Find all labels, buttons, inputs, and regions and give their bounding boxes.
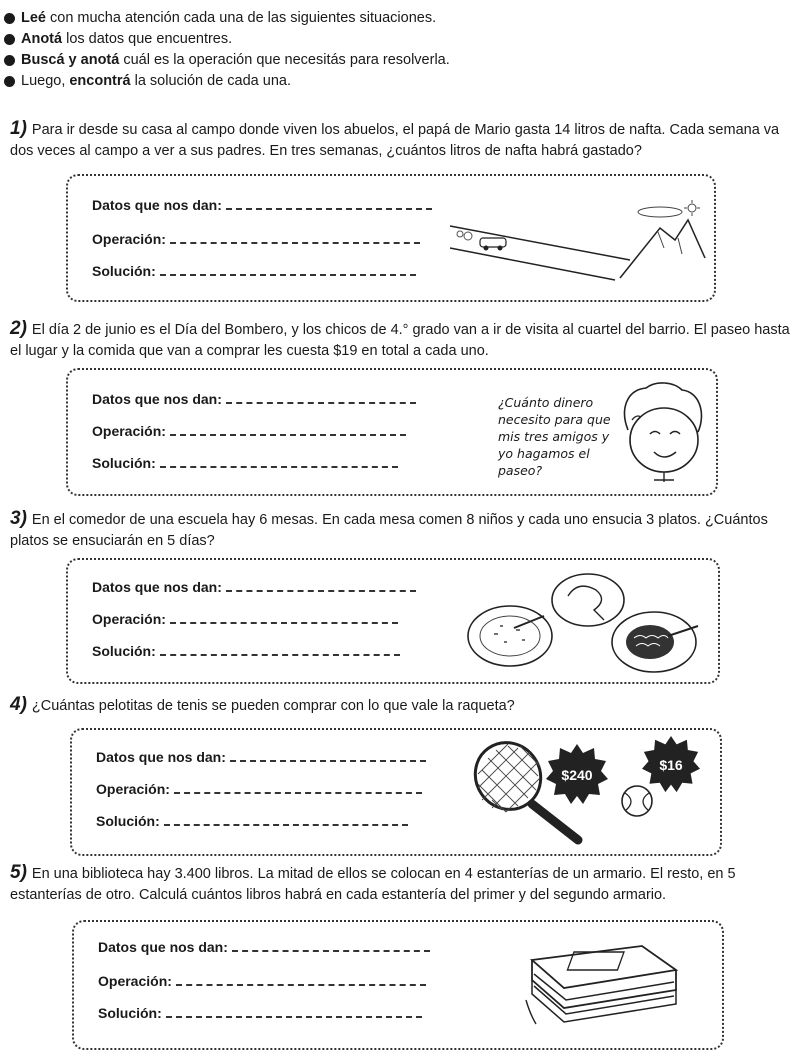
ball-price-tag: $16 [642,736,700,794]
operacion-field[interactable]: Operación: [92,610,398,627]
problem-text: Para ir desde su casa al campo donde viven los abuelos, el papá de Mario gasta 14 litros de nafta. Cada semana va dos veces al campo a ver a sus padres. En tres semanas, ¿cuántos litros de nafta habrá gastado? [10,122,780,159]
bullet-icon [4,55,15,66]
instruction-4: Luego, encontrá la solución de cada una. [4,71,450,92]
problem-text: En el comedor de una escuela hay 6 mesas. En cada mesa comen 8 niños y cada uno ensucia 3 platos. ¿Cuántos platos se ensuciarán en 5 días? [10,512,768,549]
answer-box-4 [70,728,722,856]
datos-field[interactable]: Datos que nos dan: [96,748,426,765]
instruction-2: Anotá los datos que encuentres. [4,29,450,50]
problem-text: En una biblioteca hay 3.400 libros. La mitad de ellos se colocan en 4 estanterías de un armario. El resto, en 5 estanterías de otro. Calculá cuántos libros habrá en cada estantería del primer y del segundo armario. [10,866,736,903]
problem-text: El día 2 de junio es el Día del Bombero, y los chicos de 4.° grado van a ir de visita al cuartel del barrio. El paseo hasta el lugar y la comida que van a comprar les cuesta $19 en total a cada uno. [10,322,790,359]
car-road-mountain-illustration [430,198,710,288]
operacion-field[interactable]: Operación: [96,780,422,797]
problem-number: 3) [10,508,27,529]
child-face-illustration [616,380,708,486]
answer-box-5 [72,920,724,1050]
instruction-1: Leé con mucha atención cada una de las siguientes situaciones. [4,8,450,29]
datos-field[interactable]: Datos que nos dan: [92,578,416,595]
problem-2 [10,318,796,362]
speech-bubble: ¿Cuánto dinero necesito para que mis tres amigos y yo hagamos el paseo? [498,395,611,478]
answer-box-2 [66,368,718,496]
datos-field[interactable]: Datos que nos dan: [92,196,432,213]
operacion-field[interactable]: Operación: [92,422,406,439]
instruction-3: Buscá y anotá cuál es la operación que necesitás para resolverla. [4,50,450,71]
problem-text: ¿Cuántas pelotitas de tenis se pueden comprar con lo que vale la raqueta? [31,698,515,714]
problem-number: 5) [10,862,27,883]
problem-3 [10,508,796,552]
solucion-field[interactable]: Solución: [98,1004,422,1021]
problem-number: 1) [10,118,27,139]
bullet-icon [4,13,15,24]
datos-field[interactable]: Datos que nos dan: [98,938,430,955]
problem-1 [10,118,796,162]
books-stack-illustration [512,930,692,1030]
operacion-field[interactable]: Operación: [92,230,420,247]
racket-price-tag: $240 [546,744,608,806]
operacion-field[interactable]: Operación: [98,972,426,989]
problem-number: 2) [10,318,27,339]
problem-5 [10,862,796,906]
bullet-icon [4,34,15,45]
solucion-field[interactable]: Solución: [96,812,408,829]
solucion-field[interactable]: Solución: [92,454,398,471]
instructions [4,8,450,92]
answer-box-1 [66,174,716,302]
problem-4 [10,694,796,717]
datos-field[interactable]: Datos que nos dan: [92,390,416,407]
solucion-field[interactable]: Solución: [92,642,400,659]
food-plates-illustration [464,572,704,676]
bullet-icon [4,76,15,87]
solucion-field[interactable]: Solución: [92,262,416,279]
answer-box-3 [66,558,720,684]
problem-number: 4) [10,694,27,715]
tennis-ball-icon [620,784,654,818]
